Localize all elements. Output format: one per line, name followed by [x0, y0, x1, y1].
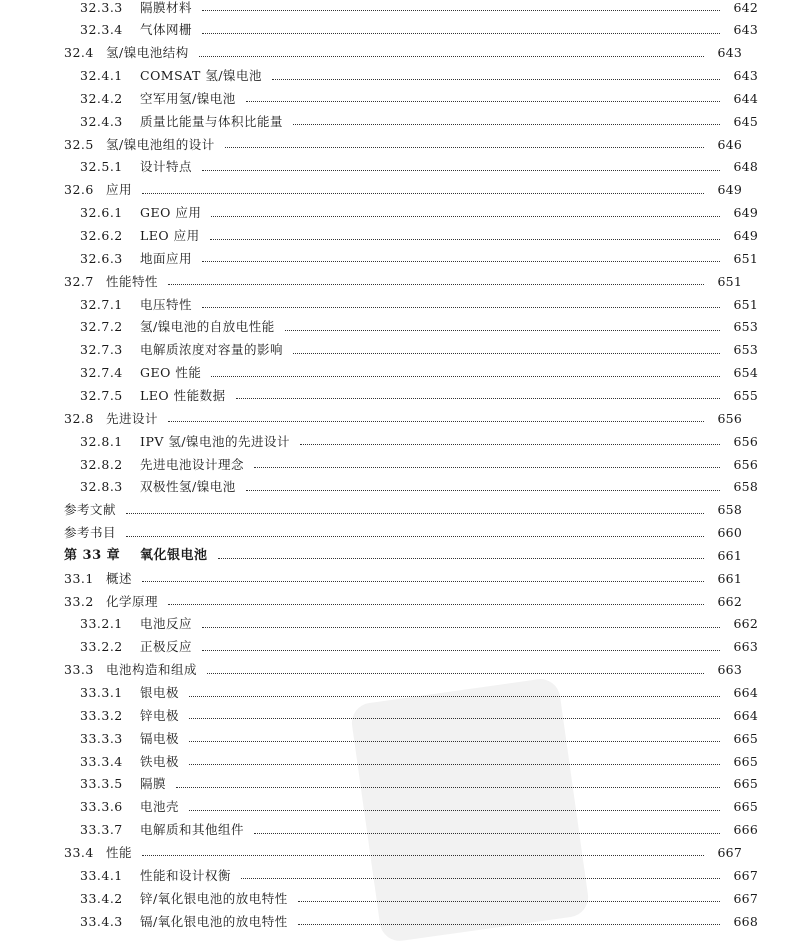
toc-page-number: 662: [717, 593, 742, 609]
toc-page-number: 649: [733, 205, 758, 221]
toc-page-number: 663: [733, 639, 758, 655]
toc-dot-leader: [211, 215, 720, 217]
toc-dot-leader: [189, 717, 720, 719]
toc-page-number: 648: [733, 159, 758, 175]
toc-row[interactable]: [0, 87, 789, 110]
toc-page-number: 661: [717, 547, 742, 563]
toc-dot-leader: [168, 420, 704, 422]
toc-row[interactable]: [0, 453, 789, 476]
toc-row[interactable]: [0, 338, 789, 361]
toc-section-number: 33.4.1: [80, 867, 123, 883]
toc-section-number: 32.7.1: [80, 296, 123, 312]
toc-row[interactable]: [0, 384, 789, 407]
toc-page-number: 658: [717, 502, 742, 518]
toc-row[interactable]: [0, 818, 789, 841]
toc-section-title: 参考文献: [64, 502, 117, 518]
toc-dot-leader: [189, 763, 720, 765]
toc-section-number: 33.2.2: [80, 639, 123, 655]
toc-dot-leader: [210, 238, 720, 240]
toc-section-number: 33.2: [64, 593, 94, 609]
toc-section-title: 概述: [106, 570, 133, 586]
toc-page-number: 656: [717, 410, 742, 426]
toc-row[interactable]: [0, 841, 773, 864]
toc-row[interactable]: [0, 887, 789, 910]
toc-row[interactable]: [0, 567, 773, 590]
toc-section-number: 32.7.3: [80, 342, 123, 358]
toc-section-title: 参考书目: [64, 525, 117, 541]
toc-page-number: 649: [717, 182, 742, 198]
toc-section-number: 33.2.1: [80, 616, 123, 632]
toc-row[interactable]: [0, 864, 789, 887]
toc-section-title: 镉电极: [140, 730, 180, 746]
toc-section-number: 32.3.3: [80, 0, 123, 15]
toc-dot-leader: [300, 443, 720, 445]
toc-page-number: 666: [733, 822, 758, 838]
toc-section-number: 33.3.3: [80, 730, 123, 746]
toc-row[interactable]: [0, 590, 773, 613]
toc-section-title: 隔膜: [140, 776, 167, 792]
toc-dot-leader: [202, 32, 720, 34]
toc-section-title: 氢/镍电池组的设计: [106, 136, 215, 152]
toc-section-number: 33.1: [64, 570, 94, 586]
toc-dot-leader: [142, 854, 704, 856]
toc-dot-leader: [168, 603, 704, 605]
toc-section-number: 33.3: [64, 662, 94, 678]
toc-dot-leader: [126, 512, 704, 514]
toc-page-number: 653: [733, 342, 758, 358]
toc-page-number: 665: [733, 753, 758, 769]
toc-section-number: 32.4.2: [80, 90, 123, 106]
toc-row[interactable]: [0, 750, 789, 773]
toc-dot-leader: [202, 626, 720, 628]
toc-section-title: 空军用氢/镍电池: [140, 90, 236, 106]
toc-row[interactable]: [0, 681, 789, 704]
toc-page-number: 656: [733, 433, 758, 449]
toc-page-number: 654: [733, 365, 758, 381]
toc-section-number: 32.6.2: [80, 228, 123, 243]
toc-row[interactable]: [0, 430, 789, 453]
toc-dot-leader: [293, 123, 720, 125]
toc-dot-leader: [236, 397, 720, 399]
toc-page-number: 642: [733, 0, 758, 15]
toc-page-number: 665: [733, 776, 758, 792]
toc-page-number: 646: [717, 136, 742, 152]
toc-section-number: 32.3.4: [80, 22, 123, 38]
toc-section-title: 隔膜材料: [140, 0, 193, 15]
toc-dot-leader: [254, 466, 720, 468]
toc-row[interactable]: [0, 224, 789, 247]
toc-section-title: 地面应用: [140, 250, 193, 266]
toc-section-number: 32.7.2: [80, 319, 123, 335]
toc-section-number: 32.5: [64, 136, 94, 152]
toc-section-number: 33.4: [64, 844, 94, 860]
toc-reference-row[interactable]: [0, 498, 773, 521]
toc-page-number: 658: [733, 479, 758, 495]
toc-section-number: 32.5.1: [80, 159, 123, 175]
toc-section-title: 正极反应: [140, 639, 193, 655]
toc-row[interactable]: [0, 910, 789, 933]
toc-section-title: 性能特性: [106, 273, 159, 289]
toc-section-title: 锌电极: [140, 707, 180, 723]
toc-row[interactable]: [0, 475, 789, 498]
toc-section-title: 铁电极: [140, 753, 180, 769]
toc-section-title: 化学原理: [106, 593, 159, 609]
toc-dot-leader: [189, 695, 720, 697]
toc-section-title: 双极性氢/镍电池: [140, 479, 236, 495]
toc-section-title: 电压特性: [140, 296, 193, 312]
toc-dot-leader: [225, 146, 704, 148]
toc-section-number: 33.3.7: [80, 822, 123, 838]
toc-page-number: 664: [733, 707, 758, 723]
toc-dot-leader: [298, 900, 720, 902]
toc-row[interactable]: [0, 704, 789, 727]
toc-row[interactable]: [0, 612, 789, 635]
toc-dot-leader: [202, 260, 720, 262]
toc-dot-leader: [202, 306, 720, 308]
toc-dot-leader: [246, 489, 720, 491]
toc-page-number: 660: [717, 525, 742, 541]
toc-section-number: 33.3.6: [80, 799, 123, 815]
toc-dot-leader: [176, 786, 720, 788]
toc-section-title: 先进电池设计理念: [140, 456, 245, 472]
toc-dot-leader: [202, 9, 720, 11]
toc-page-number: 668: [733, 913, 758, 929]
toc-dot-leader: [272, 78, 720, 80]
toc-row[interactable]: [0, 178, 773, 201]
toc-page-number: 665: [733, 799, 758, 815]
toc-section-title: 氧化银电池: [140, 547, 208, 563]
toc-row[interactable]: [0, 133, 773, 156]
toc-row[interactable]: [0, 795, 789, 818]
toc-section-number: 32.4.3: [80, 113, 123, 129]
toc-section-title: COMSAT 氢/镍电池: [140, 68, 263, 84]
toc-reference-row[interactable]: [0, 521, 773, 544]
toc-page-number: 643: [733, 68, 758, 84]
toc-row[interactable]: [0, 201, 789, 224]
toc-section-title: 性能和设计权衡: [140, 867, 232, 883]
toc-section-number: 33.4.3: [80, 913, 123, 929]
toc-section-number: 33.3.2: [80, 707, 123, 723]
toc-dot-leader: [218, 557, 704, 559]
toc-section-number: 32.8: [64, 410, 94, 426]
toc-page-number: 645: [733, 113, 758, 129]
toc-section-title: 应用: [106, 182, 133, 198]
toc-dot-leader: [254, 832, 720, 834]
toc-page-number: 667: [733, 890, 758, 906]
toc-section-number: 32.6.3: [80, 250, 123, 266]
toc-page-number: 656: [733, 456, 758, 472]
toc-row[interactable]: [0, 18, 789, 41]
toc-section-title: 银电极: [140, 685, 180, 700]
toc-page-number: 664: [733, 685, 758, 700]
toc-row[interactable]: [0, 0, 789, 19]
toc-section-title: 电池反应: [140, 616, 193, 632]
toc-section-title: LEO 性能数据: [140, 387, 226, 403]
toc-section-title: 质量比能量与体积比能量: [140, 113, 284, 129]
toc-dot-leader: [189, 740, 720, 742]
toc-section-number: 33.3.1: [80, 685, 123, 700]
toc-page-number: 653: [733, 319, 758, 335]
toc-section-title: 氢/镍电池结构: [106, 45, 189, 61]
toc-section-number: 第 33 章: [64, 547, 121, 563]
toc-page-number: 655: [733, 387, 758, 403]
toc-section-number: 32.8.3: [80, 479, 123, 495]
toc-dot-leader: [168, 283, 704, 285]
toc-section-title: IPV 氢/镍电池的先进设计: [140, 433, 291, 449]
toc-chapter-row[interactable]: [0, 544, 773, 567]
toc-row[interactable]: [0, 315, 789, 338]
toc-section-title: 性能: [106, 844, 133, 860]
toc-section-number: 33.3.4: [80, 753, 123, 769]
toc-row[interactable]: [0, 772, 789, 795]
toc-row[interactable]: [0, 727, 789, 750]
toc-dot-leader: [142, 580, 704, 582]
toc-row[interactable]: [0, 155, 789, 178]
toc-dot-leader: [211, 375, 720, 377]
toc-section-number: 33.3.5: [80, 776, 123, 792]
toc-row[interactable]: [0, 658, 773, 681]
toc-section-title: GEO 应用: [140, 205, 202, 221]
toc-dot-leader: [207, 672, 704, 674]
toc-page-number: 665: [733, 730, 758, 746]
toc-page-number: 663: [717, 662, 742, 678]
toc-section-number: 32.7.4: [80, 365, 123, 381]
toc-dot-leader: [189, 809, 720, 811]
toc-dot-leader: [285, 329, 720, 331]
toc-page-number: 644: [733, 90, 758, 106]
toc-dot-leader: [199, 55, 704, 57]
toc-section-number: 32.8.2: [80, 456, 123, 472]
toc-row[interactable]: [0, 361, 789, 384]
toc-dot-leader: [202, 649, 720, 651]
toc-section-title: 镉/氧化银电池的放电特性: [140, 913, 288, 929]
toc-row[interactable]: [0, 247, 789, 270]
toc-section-number: 33.4.2: [80, 890, 123, 906]
toc-row[interactable]: [0, 293, 789, 316]
toc-section-number: 32.6: [64, 182, 94, 198]
toc-section-number: 32.7.5: [80, 387, 123, 403]
toc-page-number: 649: [733, 228, 758, 243]
toc-page-number: 643: [717, 45, 742, 61]
toc-dot-leader: [246, 100, 720, 102]
toc-dot-leader: [241, 877, 720, 879]
toc-page-number: 651: [733, 296, 758, 312]
toc-section-title: 先进设计: [106, 410, 159, 426]
toc-section-number: 32.4: [64, 45, 94, 61]
toc-section-title: 锌/氧化银电池的放电特性: [140, 890, 288, 906]
toc-row[interactable]: [0, 635, 789, 658]
toc-section-number: 32.7: [64, 273, 94, 289]
toc-dot-leader: [126, 535, 704, 537]
toc-dot-leader: [142, 192, 704, 194]
toc-section-title: 电池构造和组成: [106, 662, 198, 678]
toc-section-number: 32.8.1: [80, 433, 123, 449]
toc-dot-leader: [293, 352, 720, 354]
toc-row[interactable]: [0, 407, 773, 430]
toc-page-number: 662: [733, 616, 758, 632]
toc-section-title: 设计特点: [140, 159, 193, 175]
toc-row[interactable]: [0, 41, 773, 64]
toc-page-number: 667: [733, 867, 758, 883]
toc-dot-leader: [298, 923, 720, 925]
toc-section-title: LEO 应用: [140, 228, 200, 243]
toc-row[interactable]: [0, 64, 789, 87]
toc-section-title: GEO 性能: [140, 365, 202, 381]
toc-section-number: 32.6.1: [80, 205, 123, 221]
toc-section-title: 氢/镍电池的自放电性能: [140, 319, 275, 335]
toc-page-number: 651: [733, 250, 758, 266]
toc-section-number: 32.4.1: [80, 68, 123, 84]
toc-section-title: 电解质和其他组件: [140, 822, 245, 838]
toc-dot-leader: [202, 169, 720, 171]
toc-page-number: 661: [717, 570, 742, 586]
toc-page-number: 643: [733, 22, 758, 38]
toc-section-title: 电池壳: [140, 799, 180, 815]
toc-page-number: 651: [717, 273, 742, 289]
toc-row[interactable]: [0, 110, 789, 133]
toc-section-title: 电解质浓度对容量的影响: [140, 342, 284, 358]
toc-section-title: 气体网栅: [140, 22, 193, 38]
toc-row[interactable]: [0, 270, 773, 293]
toc-page-number: 667: [717, 844, 742, 860]
